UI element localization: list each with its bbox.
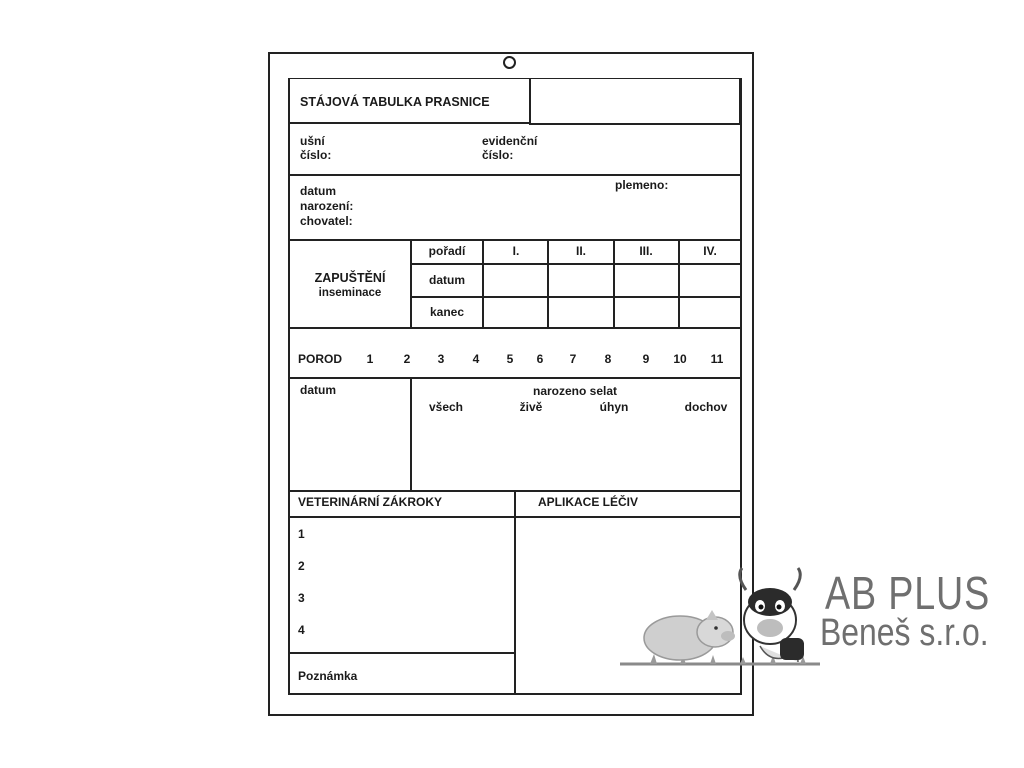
drug-application-label: APLIKACE LÉČIV — [538, 495, 639, 509]
note-label: Poznámka — [298, 669, 358, 683]
breeder-label: chovatel: — [300, 214, 353, 228]
farrowing-label: POROD — [298, 352, 343, 366]
vet-row-number: 3 — [298, 591, 305, 605]
piglets-col-alive: živě — [519, 400, 543, 414]
farrowing-number: 10 — [673, 352, 687, 366]
form-title: STÁJOVÁ TABULKA PRASNICE — [300, 95, 490, 109]
mating-title: ZAPUŠTĚNÍ — [314, 271, 386, 285]
farrowing-number: 4 — [472, 352, 480, 366]
farrowing-number: 3 — [437, 352, 445, 366]
ab-plus-logo — [620, 560, 1020, 670]
farrowing-number: 8 — [604, 352, 612, 366]
reg-number-label-1: evidenční — [482, 134, 538, 148]
mascot-illustration — [620, 560, 820, 670]
birth-date-label-2: narození: — [300, 199, 354, 213]
mating-row-boar: kanec — [429, 305, 465, 319]
farrowing-number: 6 — [536, 352, 544, 366]
ear-number-label-1: ušní — [300, 134, 325, 148]
mating-col-3: III. — [639, 244, 653, 258]
farrowing-number: 1 — [366, 352, 374, 366]
farrowing-number: 2 — [403, 352, 411, 366]
reg-number-label-2: číslo: — [482, 148, 514, 162]
mating-subtitle: inseminace — [318, 287, 382, 299]
litter-date-label: datum — [300, 383, 336, 397]
ear-number-label-2: číslo: — [300, 148, 332, 162]
mating-col-2: II. — [575, 244, 587, 258]
farrowing-number: 7 — [569, 352, 577, 366]
breed-label: plemeno: — [615, 178, 669, 192]
logo-text-line2: Beneš s.r.o. — [820, 612, 989, 654]
piglets-col-reared: dochov — [684, 400, 728, 414]
vet-row-number: 2 — [298, 559, 305, 573]
vet-row-number: 4 — [298, 623, 305, 637]
hanging-hole — [503, 56, 516, 69]
piglets-col-dead: úhyn — [599, 400, 629, 414]
piglets-col-all: všech — [428, 400, 464, 414]
vet-row-number: 1 — [298, 527, 305, 541]
farrowing-number: 11 — [710, 352, 724, 366]
farrowing-number: 5 — [506, 352, 514, 366]
mating-row-date: datum — [429, 273, 465, 287]
mating-row-order: pořadí — [428, 244, 466, 258]
vet-procedures-label: VETERINÁRNÍ ZÁKROKY — [298, 495, 443, 509]
birth-date-label-1: datum — [300, 184, 336, 198]
piglets-born-label: narozeno selat — [532, 384, 618, 398]
farrowing-number: 9 — [642, 352, 650, 366]
mating-col-1: I. — [512, 244, 520, 258]
logo-text-line1: AB PLUS — [825, 567, 991, 619]
mating-col-4: IV. — [703, 244, 717, 258]
